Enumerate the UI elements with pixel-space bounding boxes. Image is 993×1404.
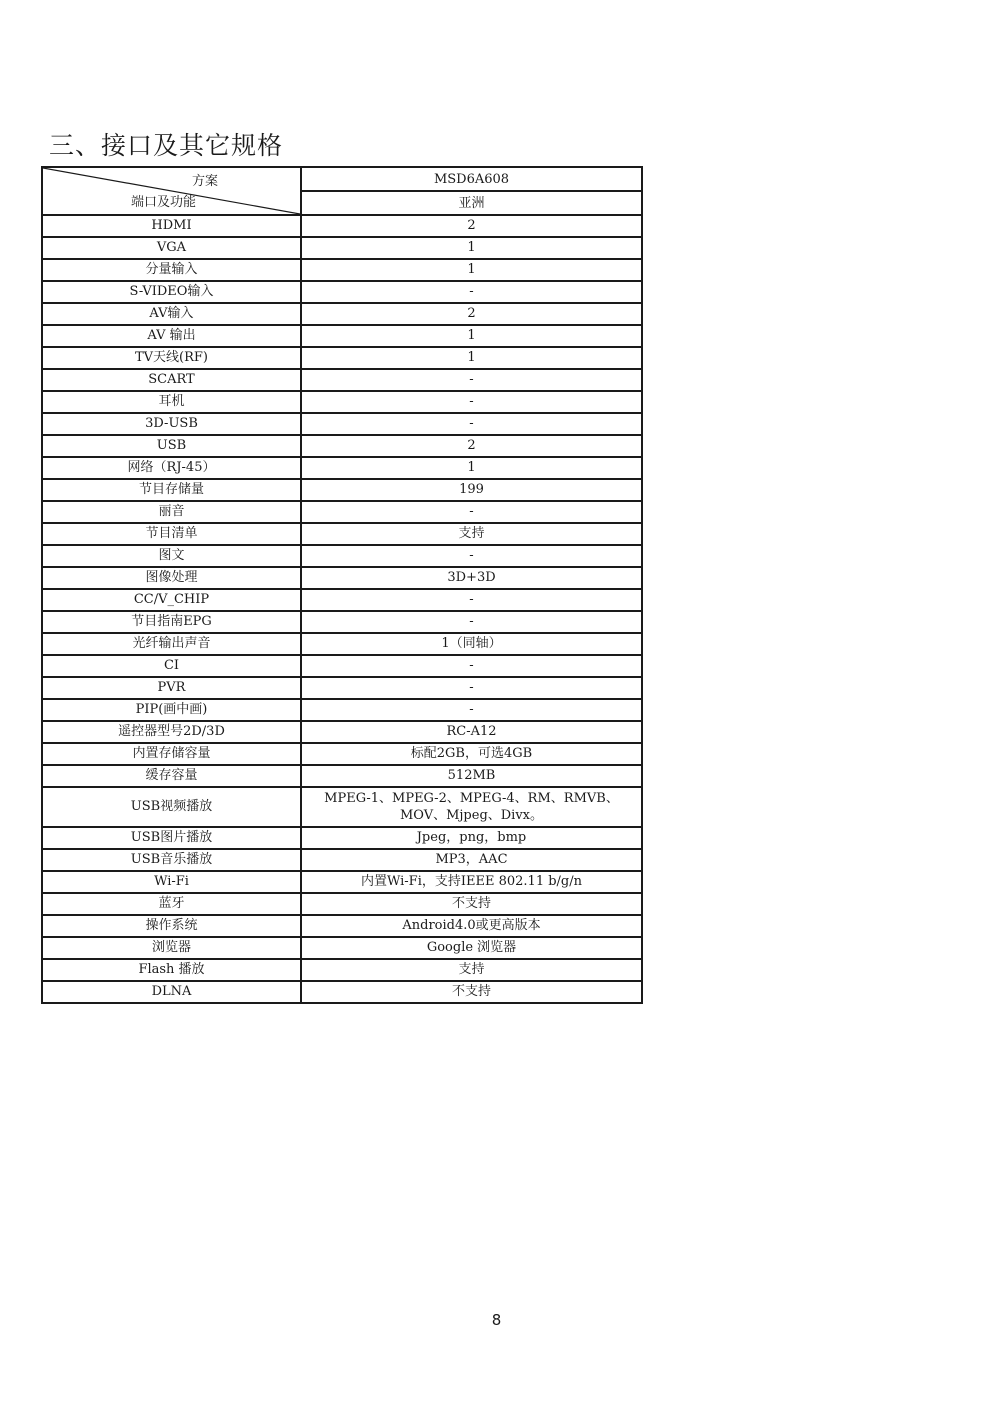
header-row-scheme	[42, 167, 642, 191]
table-row	[42, 479, 642, 501]
table-row	[42, 959, 642, 981]
table-row	[42, 611, 642, 633]
port-function-label: HDMI	[42, 215, 301, 237]
spec-value: 199	[301, 479, 642, 501]
port-function-label: 丽音	[42, 501, 301, 523]
spec-value: 512MB	[301, 765, 642, 787]
spec-value: 1	[301, 259, 642, 281]
spec-value: -	[301, 545, 642, 567]
table-row	[42, 523, 642, 545]
table-row	[42, 677, 642, 699]
spec-value: 标配2GB，可选4GB	[301, 743, 642, 765]
port-function-label: USB图片播放	[42, 827, 301, 849]
port-function-label: 缓存容量	[42, 765, 301, 787]
port-function-label: PVR	[42, 677, 301, 699]
table-row	[42, 413, 642, 435]
table-row	[42, 655, 642, 677]
table-row	[42, 981, 642, 1003]
spec-value: MP3，AAC	[301, 849, 642, 871]
table-row	[42, 303, 642, 325]
spec-value: -	[301, 611, 642, 633]
table-row	[42, 501, 642, 523]
spec-value: 不支持	[301, 893, 642, 915]
port-function-label: 节目清单	[42, 523, 301, 545]
table-row	[42, 325, 642, 347]
port-function-label: CI	[42, 655, 301, 677]
spec-value: 1	[301, 237, 642, 259]
table-row	[42, 589, 642, 611]
spec-value: -	[301, 677, 642, 699]
spec-table	[41, 166, 643, 1004]
spec-value: RC-A12	[301, 721, 642, 743]
table-row	[42, 391, 642, 413]
port-function-label: DLNA	[42, 981, 301, 1003]
table-row	[42, 347, 642, 369]
port-function-label: 操作系统	[42, 915, 301, 937]
page-number: 8	[491, 1311, 502, 1329]
spec-value: -	[301, 391, 642, 413]
port-function-label: S-VIDEO输入	[42, 281, 301, 303]
table-row	[42, 281, 642, 303]
table-row	[42, 633, 642, 655]
port-function-label: 图像处理	[42, 567, 301, 589]
port-function-label: 浏览器	[42, 937, 301, 959]
spec-value: 不支持	[301, 981, 642, 1003]
table-row	[42, 765, 642, 787]
spec-value: 1（同轴）	[301, 633, 642, 655]
spec-value: 支持	[301, 523, 642, 545]
port-function-label: 分量输入	[42, 259, 301, 281]
spec-value: -	[301, 281, 642, 303]
spec-value: 2	[301, 215, 642, 237]
spec-value: -	[301, 501, 642, 523]
port-function-label: VGA	[42, 237, 301, 259]
corner-bottom-label: 端口及功能	[131, 195, 197, 210]
table-row	[42, 871, 642, 893]
port-function-label: Flash 播放	[42, 959, 301, 981]
table-row	[42, 787, 642, 827]
table-row	[42, 215, 642, 237]
spec-value: -	[301, 699, 642, 721]
port-function-label: Wi-Fi	[42, 871, 301, 893]
port-function-label: 节目存储量	[42, 479, 301, 501]
spec-value: -	[301, 589, 642, 611]
spec-value: 支持	[301, 959, 642, 981]
table-row	[42, 259, 642, 281]
spec-value: 1	[301, 457, 642, 479]
corner-top-label: 方案	[192, 174, 219, 189]
table-row	[42, 237, 642, 259]
spec-value: 1	[301, 347, 642, 369]
region-cell: 亚洲	[301, 191, 642, 215]
table-row	[42, 937, 642, 959]
port-function-label: AV输入	[42, 303, 301, 325]
port-function-label: USB视频播放	[42, 787, 301, 827]
table-row	[42, 699, 642, 721]
port-function-label: USB	[42, 435, 301, 457]
table-row	[42, 849, 642, 871]
port-function-label: SCART	[42, 369, 301, 391]
spec-value: 内置Wi-Fi，支持IEEE 802.11 b/g/n	[301, 871, 642, 893]
table-row	[42, 545, 642, 567]
table-row	[42, 915, 642, 937]
spec-value: -	[301, 655, 642, 677]
port-function-label: TV天线(RF)	[42, 347, 301, 369]
port-function-label: 耳机	[42, 391, 301, 413]
table-row	[42, 827, 642, 849]
spec-value: -	[301, 413, 642, 435]
spec-value: Android4.0或更高版本	[301, 915, 642, 937]
diagonal-header-cell	[42, 167, 301, 215]
table-row	[42, 457, 642, 479]
table-row	[42, 369, 642, 391]
spec-value: -	[301, 369, 642, 391]
port-function-label: 3D-USB	[42, 413, 301, 435]
table-row	[42, 435, 642, 457]
table-row	[42, 567, 642, 589]
port-function-label: 光纤输出声音	[42, 633, 301, 655]
table-row	[42, 721, 642, 743]
port-function-label: 内置存储容量	[42, 743, 301, 765]
port-function-label: AV 输出	[42, 325, 301, 347]
port-function-label: CC/V_CHIP	[42, 589, 301, 611]
port-function-label: 网络（RJ-45）	[42, 457, 301, 479]
spec-value: Google 浏览器	[301, 937, 642, 959]
section-title: 三、接口及其它规格	[49, 131, 284, 160]
spec-value: 3D+3D	[301, 567, 642, 589]
table-row	[42, 743, 642, 765]
spec-table-body	[42, 167, 642, 1003]
port-function-label: 蓝牙	[42, 893, 301, 915]
port-function-label: PIP(画中画)	[42, 699, 301, 721]
spec-value: 1	[301, 325, 642, 347]
port-function-label: USB音乐播放	[42, 849, 301, 871]
scheme-cell: MSD6A608	[301, 167, 642, 191]
spec-value: 2	[301, 435, 642, 457]
spec-value: MPEG-1、MPEG-2、MPEG-4、RM、RMVB、MOV、Mjpeg、Divx。	[301, 787, 642, 827]
port-function-label: 节目指南EPG	[42, 611, 301, 633]
spec-value: 2	[301, 303, 642, 325]
port-function-label: 遥控器型号2D/3D	[42, 721, 301, 743]
port-function-label: 图文	[42, 545, 301, 567]
spec-value: Jpeg，png，bmp	[301, 827, 642, 849]
table-row	[42, 893, 642, 915]
